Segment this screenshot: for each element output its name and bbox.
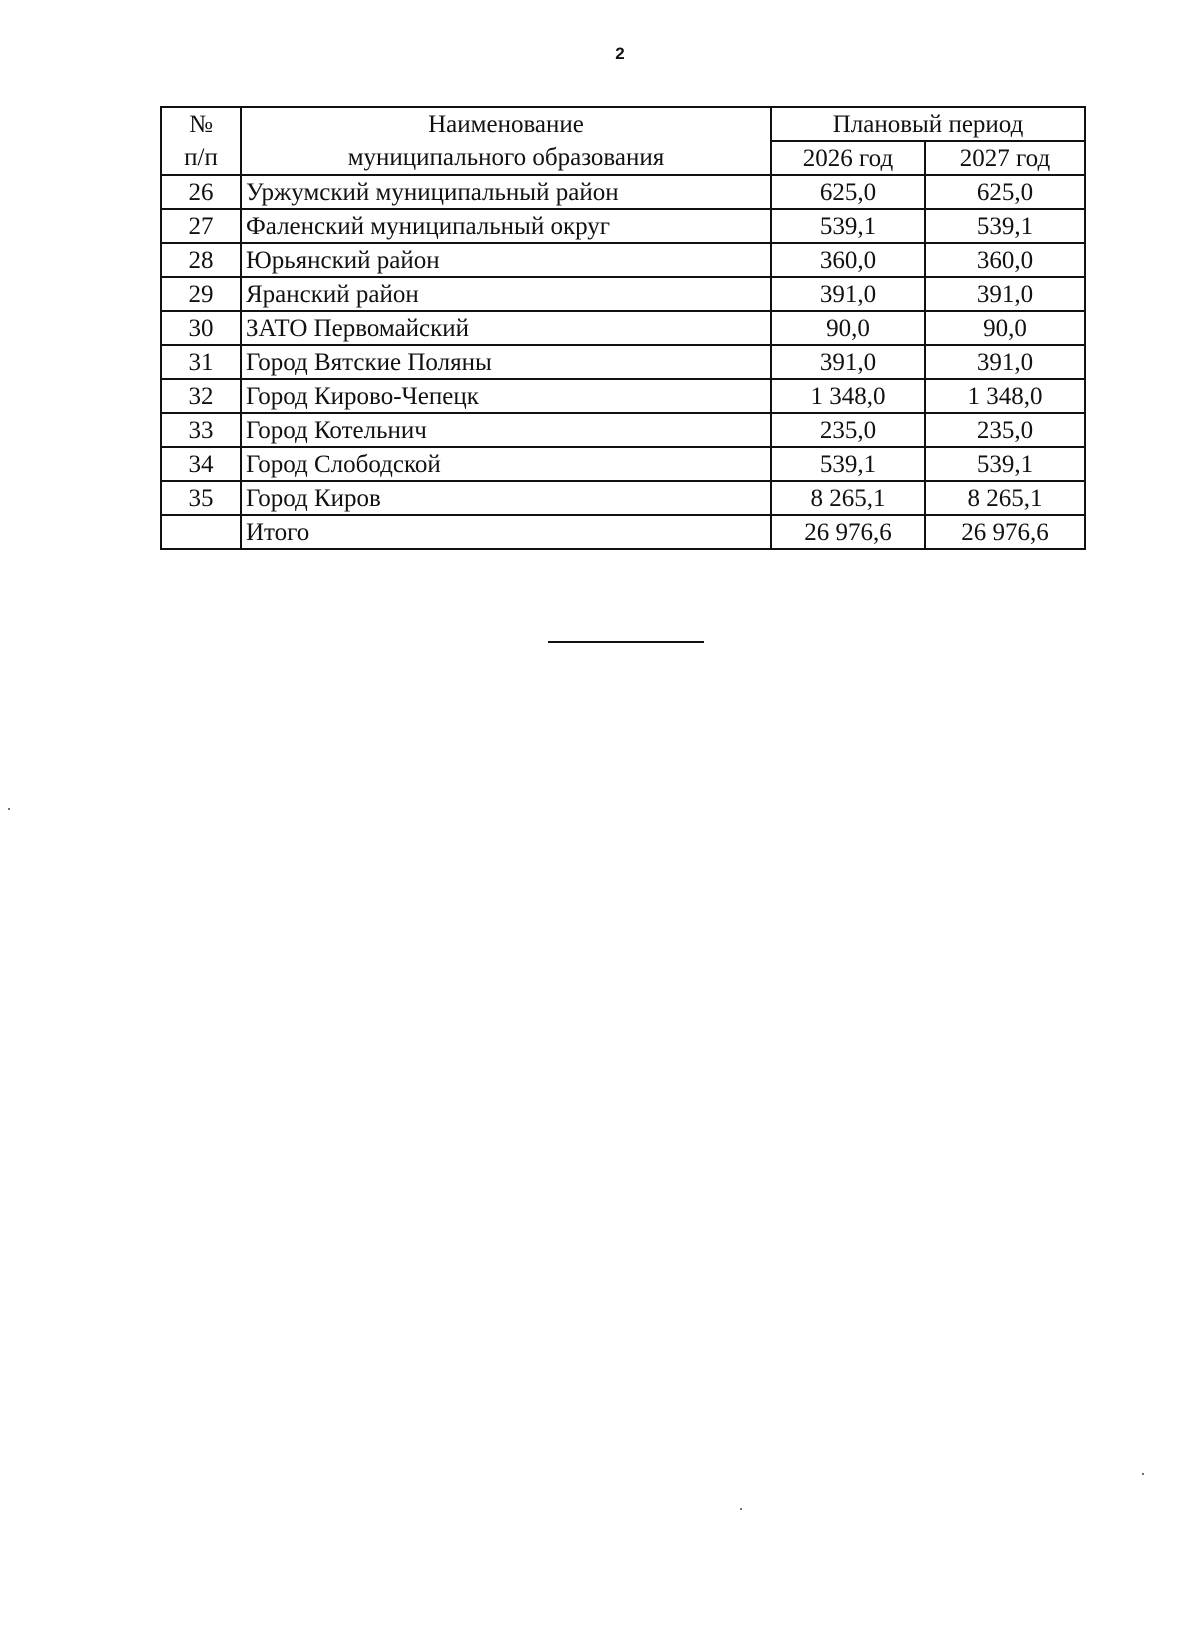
row-municipality: Яранский район [241,277,771,311]
row-number: 28 [161,243,241,277]
header-name-line1: Наименование [241,107,771,141]
row-number: 30 [161,311,241,345]
header-name-line2: муниципального образования [241,141,771,175]
table-row [161,379,1085,413]
row-value-2027: 391,0 [925,277,1085,311]
row-number: 35 [161,481,241,515]
row-number: 33 [161,413,241,447]
scan-speck [740,1508,742,1510]
row-number: 29 [161,277,241,311]
table-row [161,243,1085,277]
row-number: 27 [161,209,241,243]
row-value-2027: 391,0 [925,345,1085,379]
row-value-2026: 90,0 [771,311,925,345]
row-value-2026: 625,0 [771,175,925,209]
allocation-table [160,106,1086,550]
row-municipality: Фаленский муниципальный округ [241,209,771,243]
total-value-2026: 26 976,6 [771,515,925,549]
scan-speck [1142,1473,1144,1475]
row-value-2027: 235,0 [925,413,1085,447]
row-municipality: Город Киров [241,481,771,515]
header-year-2026: 2026 год [771,141,925,175]
row-municipality: Город Вятские Поляны [241,345,771,379]
row-value-2027: 1 348,0 [925,379,1085,413]
row-value-2026: 8 265,1 [771,481,925,515]
end-of-document-rule [548,641,704,643]
table-row [161,277,1085,311]
row-number: 26 [161,175,241,209]
table-row [161,447,1085,481]
table-row [161,311,1085,345]
row-value-2027: 360,0 [925,243,1085,277]
row-municipality: Город Котельнич [241,413,771,447]
row-value-2026: 539,1 [771,209,925,243]
row-number: 34 [161,447,241,481]
scan-speck [8,808,10,810]
total-label: Итого [241,515,771,549]
total-value-2027: 26 976,6 [925,515,1085,549]
row-value-2027: 625,0 [925,175,1085,209]
row-value-2027: 539,1 [925,209,1085,243]
page-number: 2 [615,44,625,63]
row-number: 31 [161,345,241,379]
row-value-2026: 1 348,0 [771,379,925,413]
table-header-row-1 [161,107,1085,141]
row-value-2026: 391,0 [771,277,925,311]
total-number [161,515,241,549]
row-value-2027: 8 265,1 [925,481,1085,515]
table-header-row-2 [161,141,1085,175]
header-planned-period: Плановый период [771,107,1085,141]
row-number: 32 [161,379,241,413]
row-value-2027: 90,0 [925,311,1085,345]
row-municipality: Уржумский муниципальный район [241,175,771,209]
table-row [161,345,1085,379]
row-municipality: Город Кирово-Чепецк [241,379,771,413]
row-value-2026: 539,1 [771,447,925,481]
row-value-2026: 391,0 [771,345,925,379]
table-row [161,175,1085,209]
table-row [161,481,1085,515]
table-row [161,413,1085,447]
row-municipality: Город Слободской [241,447,771,481]
header-num-line2: п/п [161,141,241,175]
table-total-row [161,515,1085,549]
header-year-2027: 2027 год [925,141,1085,175]
row-value-2027: 539,1 [925,447,1085,481]
table-row [161,209,1085,243]
row-municipality: ЗАТО Первомайский [241,311,771,345]
row-value-2026: 235,0 [771,413,925,447]
header-num-line1: № [161,107,241,141]
row-municipality: Юрьянский район [241,243,771,277]
row-value-2026: 360,0 [771,243,925,277]
